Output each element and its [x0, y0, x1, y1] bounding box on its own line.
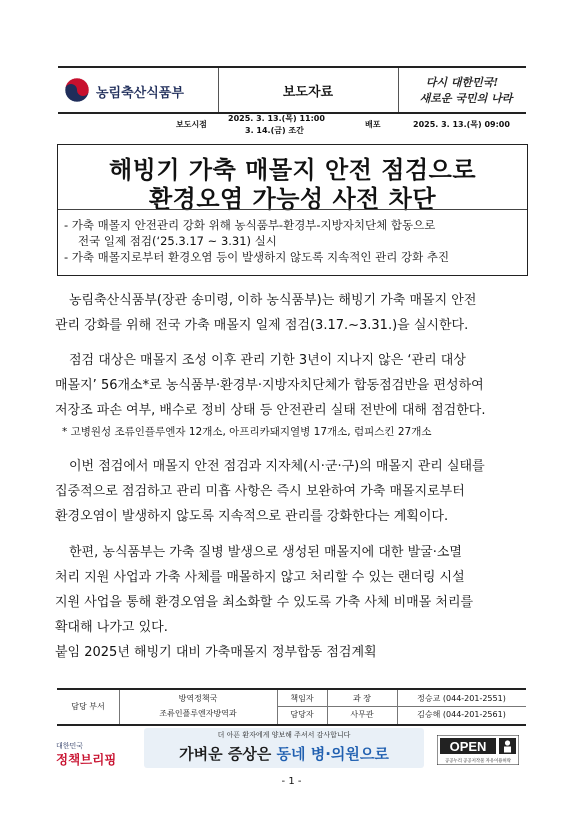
- title-box: [57, 144, 528, 276]
- press-header: [58, 66, 526, 114]
- paragraph-4: [55, 540, 532, 640]
- attachment-line: 붙임 2025년 해빙기 대비 가축매몰지 정부합동 점검계획: [55, 645, 377, 660]
- footnote: * 고병원성 조류인플루엔자 12개소, 아프리카돼지열병 17개소, 럼피스킨 27개소: [62, 426, 432, 438]
- paragraph-line: 집중적으로 점검하고 관리 미흡 사항은 즉시 보완하여 가축 매몰지로부터: [55, 484, 465, 499]
- campaign-banner[interactable]: [144, 728, 424, 768]
- paragraph-line: 점검 대상은 매몰지 조성 이후 관리 기한 3년이 지나지 않은 ‘관리 대상: [69, 353, 466, 368]
- briefing-big-text: 정책브리핑: [56, 753, 117, 767]
- paragraph-line: 지원 사업을 통해 환경오염을 최소화할 수 있도록 가축 사체 비매몰 처리를: [55, 595, 474, 610]
- distribution-label: 배포: [365, 120, 381, 129]
- paragraph-line: 저장조 파손 여부, 배수로 정비 상태 등 안전관리 실태 전반에 대해 점검한다.: [55, 403, 486, 418]
- doc-type: 보도자료: [282, 85, 334, 100]
- staff-label: 담당자: [290, 710, 314, 719]
- responsible-label: 책임자: [290, 694, 314, 703]
- release-label: 보도시점: [176, 120, 207, 129]
- subheadline-1a: - 가축 매몰지 안전관리 강화 위해 농식품부-환경부-지방자치단체 합동으로: [64, 218, 436, 232]
- dept-division: 조류인플루엔자방역과: [159, 709, 237, 718]
- paragraph-2: [55, 348, 532, 423]
- paragraph-line: 농림축산식품부(장관 송미령, 이하 농식품부)는 해빙기 가축 매몰지 안전: [69, 293, 477, 308]
- staff-contact: 김승해 (044-201-2561): [417, 710, 506, 719]
- dept-bureau: 방역정책국: [178, 694, 218, 703]
- responsible-title: 과 장: [353, 694, 371, 703]
- page-number: - 1 -: [281, 776, 302, 787]
- banner-headline-a: 가벼운 증상은: [179, 745, 277, 763]
- dept-label: 담당 부서: [71, 702, 105, 711]
- paragraph-line: 관리 강화를 위해 전국 가축 매몰지 일제 점검(3.17.~3.31.)을 실시한다.: [55, 318, 469, 333]
- open-label: OPEN: [449, 739, 487, 754]
- paragraph-3: [55, 454, 532, 529]
- paragraph-1: [55, 288, 532, 338]
- government-emblem-icon: [64, 77, 90, 103]
- staff-title: 사무관: [350, 710, 374, 719]
- release-value-1: 2025. 3. 13.(목) 11:00: [228, 114, 325, 123]
- slogan-line1: 다시 대한민국!: [425, 76, 499, 89]
- paragraph-line: 확대해 나가고 있다.: [55, 620, 168, 635]
- subheadline-1b: 전국 일제 점검(‘25.3.17 ~ 3.31) 실시: [78, 234, 277, 248]
- contact-table: [57, 688, 526, 726]
- banner-headline: [144, 743, 424, 764]
- slogan-logo: [410, 71, 522, 107]
- responsible-contact: 정승교 (044-201-2551): [417, 694, 506, 703]
- table-divider: [277, 706, 526, 707]
- paragraph-line: 이번 점검에서 매몰지 안전 점검과 지자체(시·군·구)의 매몰지 관리 실태를: [69, 459, 485, 474]
- slogan-line2: 새로운 국민의 나라: [419, 92, 513, 105]
- open-license-badge: [437, 735, 519, 765]
- release-value-2: 3. 14.(금) 조간: [245, 126, 304, 135]
- paragraph-line: 환경오염이 발생하지 않도록 지속적으로 관리를 강화한다는 계획이다.: [55, 509, 449, 524]
- banner-small-text: 더 아픈 환자에게 양보해 주셔서 감사합니다: [217, 731, 351, 739]
- distribution-value: 2025. 3. 13.(목) 09:00: [413, 120, 510, 129]
- title-divider: [58, 209, 527, 210]
- paragraph-line: 매몰지’ 56개소*로 농식품부·환경부·지방자치단체가 합동점검반을 편성하여: [55, 378, 484, 393]
- org-name: 농림축산식품부: [96, 86, 184, 101]
- headline-line2: 환경오염 가능성 사전 차단: [148, 185, 437, 213]
- policy-briefing-logo: [56, 739, 122, 769]
- open-small-text: 공공누리 공공저작물 자유이용허락: [444, 758, 512, 763]
- briefing-small-text: 대한민국: [56, 743, 84, 750]
- header-divider: [398, 68, 399, 112]
- paragraph-line: 한편, 농식품부는 가축 질병 발생으로 생성된 매몰지에 대한 발굴·소멸: [69, 545, 462, 560]
- headline-line1: 해빙기 가축 매몰지 안전 점검으로: [109, 156, 476, 184]
- subheadline-2: - 가축 매몰지로부터 환경오염 등이 발생하지 않도록 지속적인 관리 강화 추진: [64, 250, 450, 264]
- banner-headline-b: 동네 병·의원으로: [276, 745, 389, 763]
- paragraph-line: 처리 지원 사업과 가축 사체를 매몰하지 않고 처리할 수 있는 랜더링 시설: [55, 570, 465, 585]
